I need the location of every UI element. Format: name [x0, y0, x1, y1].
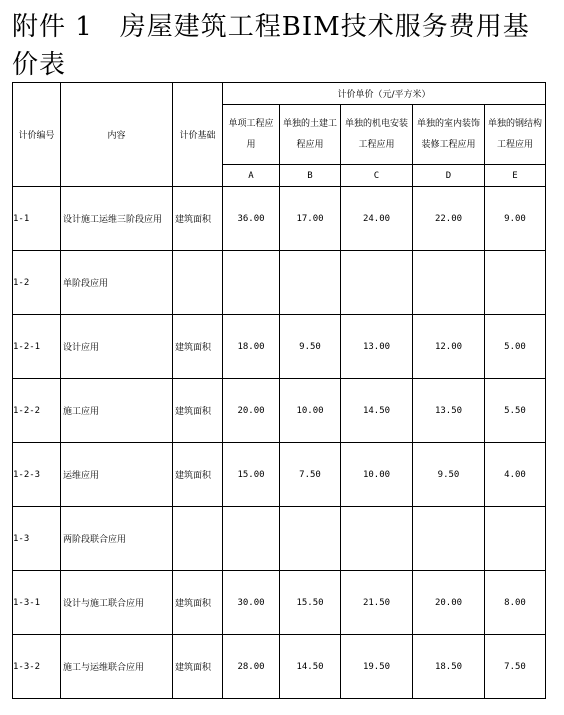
cell-price: 30.00 [223, 571, 280, 635]
header-col-label: 单独的土建工程应用 [280, 105, 341, 165]
cell-basis [173, 507, 223, 571]
cell-code: 1-3-1 [13, 571, 61, 635]
cell-price: 22.00 [413, 187, 485, 251]
cell-basis: 建筑面积 [173, 443, 223, 507]
header-col-letter: B [280, 165, 341, 187]
cell-price [341, 507, 413, 571]
cell-price [223, 507, 280, 571]
cell-basis: 建筑面积 [173, 571, 223, 635]
cell-price: 24.00 [341, 187, 413, 251]
cell-price: 15.00 [223, 443, 280, 507]
header-col-label: 单独的钢结构工程应用 [485, 105, 546, 165]
table-row [13, 571, 546, 635]
cell-content: 设计与施工联合应用 [61, 571, 173, 635]
cell-content: 单阶段应用 [61, 251, 173, 315]
cell-price: 18.50 [413, 635, 485, 699]
cell-price [413, 251, 485, 315]
cell-code: 1-3-2 [13, 635, 61, 699]
header-col-letter: C [341, 165, 413, 187]
cell-price: 36.00 [223, 187, 280, 251]
cell-price [223, 251, 280, 315]
cell-price: 20.00 [223, 379, 280, 443]
cell-content: 运维应用 [61, 443, 173, 507]
cell-basis: 建筑面积 [173, 315, 223, 379]
header-basis: 计价基础 [173, 83, 223, 187]
cell-price: 13.00 [341, 315, 413, 379]
cell-price: 4.00 [485, 443, 546, 507]
cell-price: 9.00 [485, 187, 546, 251]
header-col-label: 单独的机电安装工程应用 [341, 105, 413, 165]
table-row [13, 187, 546, 251]
header-col-letter: A [223, 165, 280, 187]
cell-price [341, 251, 413, 315]
cell-price: 14.50 [280, 635, 341, 699]
cell-price: 8.00 [485, 571, 546, 635]
cell-price: 10.00 [341, 443, 413, 507]
cell-code: 1-2-3 [13, 443, 61, 507]
table-row [13, 443, 546, 507]
header-col-label: 单项工程应用 [223, 105, 280, 165]
header-col-letter: D [413, 165, 485, 187]
cell-price: 9.50 [280, 315, 341, 379]
cell-content: 设计应用 [61, 315, 173, 379]
cell-price: 17.00 [280, 187, 341, 251]
table-row [13, 379, 546, 443]
cell-price: 7.50 [280, 443, 341, 507]
cell-code: 1-1 [13, 187, 61, 251]
cell-price: 9.50 [413, 443, 485, 507]
cell-price: 14.50 [341, 379, 413, 443]
cell-price: 19.50 [341, 635, 413, 699]
cell-price: 21.50 [341, 571, 413, 635]
cell-price [413, 507, 485, 571]
cell-code: 1-2-2 [13, 379, 61, 443]
cell-basis: 建筑面积 [173, 187, 223, 251]
cell-price: 13.50 [413, 379, 485, 443]
cell-content: 两阶段联合应用 [61, 507, 173, 571]
cell-code: 1-2 [13, 251, 61, 315]
cell-code: 1-3 [13, 507, 61, 571]
cell-price: 5.00 [485, 315, 546, 379]
header-col-letter: E [485, 165, 546, 187]
cell-content: 设计施工运维三阶段应用 [61, 187, 173, 251]
header-row-group [13, 83, 546, 105]
header-unit-price-group: 计价单价（元/平方米） [223, 83, 546, 105]
cell-price [280, 507, 341, 571]
table-row [13, 251, 546, 315]
cell-price: 18.00 [223, 315, 280, 379]
header-col-label: 单独的室内装饰装修工程应用 [413, 105, 485, 165]
cell-basis: 建筑面积 [173, 635, 223, 699]
table-row [13, 635, 546, 699]
cell-basis [173, 251, 223, 315]
cell-price: 15.50 [280, 571, 341, 635]
table-row [13, 315, 546, 379]
cell-price: 10.00 [280, 379, 341, 443]
fee-table [12, 82, 546, 699]
cell-price: 7.50 [485, 635, 546, 699]
cell-price: 5.50 [485, 379, 546, 443]
cell-price [485, 507, 546, 571]
cell-basis: 建筑面积 [173, 379, 223, 443]
cell-content: 施工与运维联合应用 [61, 635, 173, 699]
cell-price: 20.00 [413, 571, 485, 635]
cell-price: 12.00 [413, 315, 485, 379]
cell-price: 28.00 [223, 635, 280, 699]
header-code: 计价编号 [13, 83, 61, 187]
cell-price [280, 251, 341, 315]
document-title: 附件 1 房屋建筑工程BIM技术服务费用基价表 [12, 12, 530, 80]
cell-content: 施工应用 [61, 379, 173, 443]
header-content: 内容 [61, 83, 173, 187]
table-row [13, 507, 546, 571]
cell-code: 1-2-1 [13, 315, 61, 379]
cell-price [485, 251, 546, 315]
